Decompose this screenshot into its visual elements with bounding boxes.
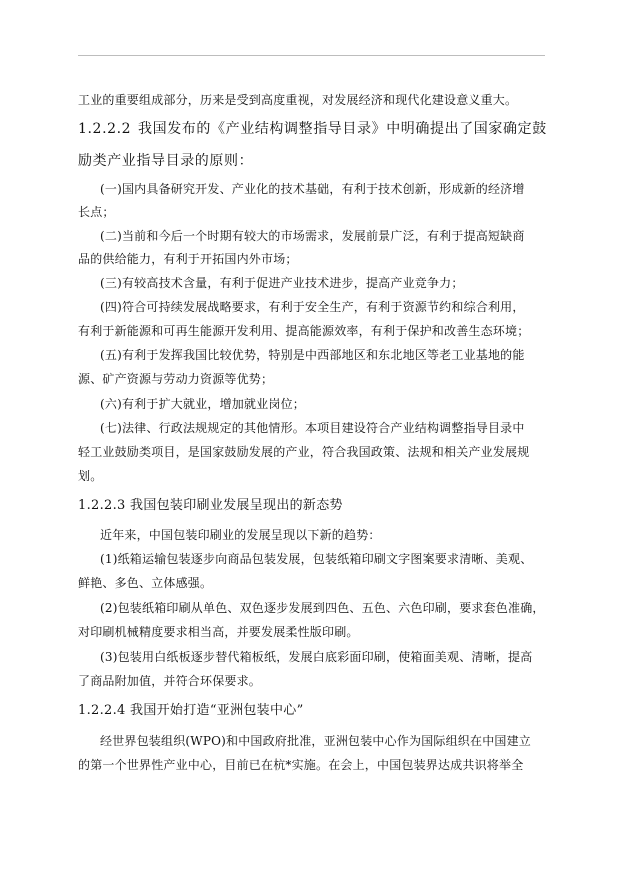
list-item: (三)有较高技术含量，有利于促进产业技术进步，提高产业竞争力；	[100, 276, 464, 290]
list-item: (七)法律、行政法规规定的其他情形。本项目建设符合产业结构调整指导目录中	[100, 421, 525, 435]
body-line: 近年来，中国包装印刷业的发展呈现以下新的趋势：	[100, 528, 381, 542]
body-line: 有利于新能源和可再生能源开发利用、提高能源效率，有利于保护和改善生态环境；	[78, 324, 530, 338]
list-item: (五)有利于发挥我国比较优势，特别是中西部地区和东北地区等老工业基地的能	[100, 348, 525, 362]
section-heading-1-2-2-4	[78, 703, 548, 719]
section-title: 我国开始打造“亚洲包装中心”	[130, 703, 304, 718]
header-rule	[78, 55, 545, 56]
body-line: 经世界包装组织(WPO)和中国政府批准，亚洲包装中心作为国际组织在中国建立	[100, 734, 532, 748]
body-line: 轻工业鼓励类项目，是国家鼓励发展的产业，符合我国政策、法规和相关产业发展规	[78, 445, 530, 459]
body-line: 源、矿产资源与劳动力资源等优势；	[78, 372, 274, 386]
section-title: 我国包装印刷业发展呈现出的新态势	[130, 498, 343, 513]
list-item: (一)国内具备研究开发、产业化的技术基础，有利于技术创新，形成新的经济增	[100, 182, 525, 196]
section-title: 我国发布的《产业结构调整指导目录》中明确提出了国家确定鼓	[138, 121, 547, 137]
body-line: 了商品附加值，并符合环保要求。	[78, 674, 262, 688]
body-line: 对印刷机械精度要求相当高，并要发展柔性版印刷。	[78, 625, 359, 639]
section-number: 1.2.2.2	[78, 121, 132, 137]
list-item: (3)包装用白纸板逐步替代箱板纸，发展白底彩面印刷，使箱面美观、清晰，提高	[100, 650, 533, 664]
body-line: 鲜艳、多色、立体感强。	[78, 576, 213, 590]
list-item: (1)纸箱运输包装逐步向商品包装发展，包装纸箱印刷文字图案要求清晰、美观、	[100, 552, 533, 566]
body-line: 划。	[78, 469, 103, 483]
list-item: (2)包装纸箱印刷从单色、双色逐步发展到四色、五色、六色印刷，要求套色准确，	[100, 601, 545, 615]
list-item: (四)符合可持续发展战略要求，有利于安全生产，有利于资源节约和综合利用，	[100, 300, 525, 314]
body-line: 的第一个世界性产业中心，目前已在杭*实施。在会上，中国包装界达成共识将举全	[78, 758, 524, 772]
body-line: 长点；	[78, 205, 115, 219]
body-line: 工业的重要组成部分，历来是受到高度重视，对发展经济和现代化建设意义重大。	[78, 93, 518, 107]
section-heading-1-2-2-3	[78, 498, 548, 514]
section-heading-1-2-2-2	[78, 121, 548, 137]
body-line: 励类产业指导目录的原则：	[78, 153, 254, 169]
body-line: 品的供给能力，有利于开拓国内外市场；	[78, 252, 298, 266]
list-item: (六)有利于扩大就业，增加就业岗位；	[100, 397, 305, 411]
section-number: 1.2.2.3	[78, 498, 126, 513]
section-number: 1.2.2.4	[78, 703, 126, 718]
list-item: (二)当前和今后一个时期有较大的市场需求，发展前景广泛，有利于提高短缺商	[100, 229, 525, 243]
